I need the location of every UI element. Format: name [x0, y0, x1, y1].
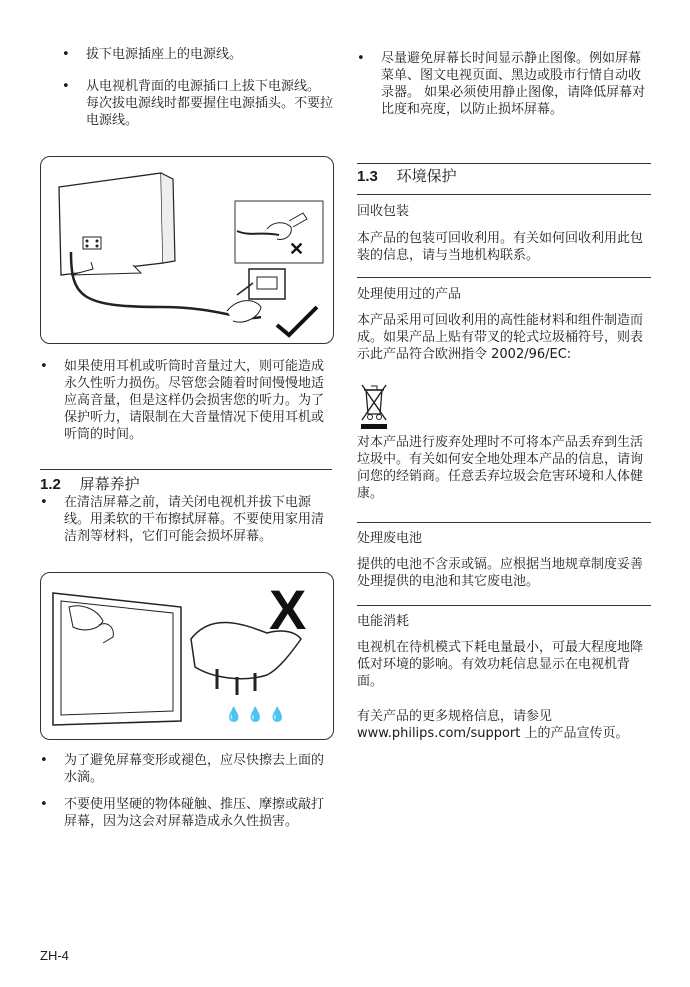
subsection-body-disposal-2: 对本产品进行废弃处理时不可将本产品丢弃到生活垃圾中。有关如何安全地处理本产品的信息，请询问您的经销商。任意丢弃垃圾会危害环境和人体健康。	[357, 435, 644, 501]
bullet-text: 拔下电源插座上的电源线。	[86, 47, 243, 62]
subsection-body-batteries: 提供的电池不含汞或镉。应根据当地规章制度妥善处理提供的电池和其它废电池。	[357, 557, 644, 589]
svg-text:✕: ✕	[289, 239, 305, 259]
subsection-title-recycle-packaging: 回收包装	[357, 204, 410, 219]
bullet-dot: •	[357, 51, 365, 66]
section-title: 环境保护	[396, 167, 457, 185]
section-rule	[357, 163, 651, 164]
tv-unplug-drawing	[41, 157, 333, 343]
section-rule	[40, 469, 332, 470]
unplug-illustration	[40, 156, 334, 344]
page-number: ZH-4	[40, 948, 69, 963]
section-rule	[357, 194, 651, 195]
subsection-title-power: 电能消耗	[357, 614, 410, 629]
subsection-body-recycle-packaging: 本产品的包装可回收利用。有关如何回收利用此包装的信息，请与当地机构联系。	[357, 231, 644, 263]
subsection-title-batteries: 处理废电池	[357, 531, 423, 546]
bullet-text: 从电视机背面的电源插口上拔下电源线。 每次拔电源线时都要握住电源插头。不要拉电源线。	[86, 79, 334, 128]
bullet-text: 尽量避免屏幕长时间显示静止图像。例如屏幕菜单、图文电视页面、黑边或股市行情自动收录器。 如果必须使用静止图像，请降低屏幕对比度和亮度，以防止损坏屏幕。	[381, 51, 646, 117]
bullet-text: 为了避免屏幕变形或褪色，应尽快擦去上面的水滴。	[64, 753, 325, 785]
bullet-dot: •	[40, 359, 48, 374]
section-heading-1-2	[40, 474, 140, 495]
bullet-dot: •	[62, 47, 70, 62]
section-number: 1.2	[40, 476, 61, 493]
bullet-text: 在清洁屏幕之前，请关闭电视机并拔下电源线。用柔软的干布擦拭屏幕。不要使用家用清洁剂等材料，它们可能会损坏屏幕。	[64, 495, 325, 544]
subsection-title-disposal: 处理使用过的产品	[357, 287, 462, 302]
section-rule	[357, 522, 651, 523]
section-rule	[357, 277, 651, 278]
section-rule	[357, 605, 651, 606]
subsection-body-more-info: 有关产品的更多规格信息，请参见 www.philips.com/support 上的产品宣传页。	[357, 709, 629, 741]
section-number: 1.3	[357, 168, 378, 185]
section-heading-1-3	[357, 166, 457, 187]
bullet-dot: •	[40, 495, 48, 510]
svg-text:X: X	[269, 578, 307, 641]
screen-wipe-drawing	[41, 573, 333, 739]
bullet-dot: •	[40, 797, 48, 812]
svg-text:💧 💧 💧: 💧 💧 💧	[225, 707, 287, 723]
crossed-wheelie-bin-icon	[359, 382, 389, 430]
subsection-body-disposal: 本产品采用可回收利用的高性能材料和组件制造而成。如果产品上贴有带叉的轮式垃圾桶符号，则表示此产品符合欧洲指令 2002/96/EC:	[357, 313, 644, 362]
section-title: 屏幕养护	[79, 475, 140, 493]
bullet-text: 如果使用耳机或听筒时音量过大，则可能造成永久性听力损伤。尽管您会随着时间慢慢地适应高音量，但是这样仍会损害您的听力。为了保护听力，请限制在大音量情况下使用耳机或听筒的时间。	[64, 359, 325, 442]
screen-cleaning-illustration	[40, 572, 334, 740]
bullet-dot: •	[62, 79, 70, 94]
subsection-body-power: 电视机在待机模式下耗电量最小，可最大程度地降低对环境的影响。有效功耗信息显示在电视机背面。	[357, 640, 644, 689]
bullet-text: 不要使用坚硬的物体碰触、推压、摩擦或敲打屏幕，因为这会对屏幕造成永久性损害。	[64, 797, 325, 829]
bullet-dot: •	[40, 753, 48, 768]
